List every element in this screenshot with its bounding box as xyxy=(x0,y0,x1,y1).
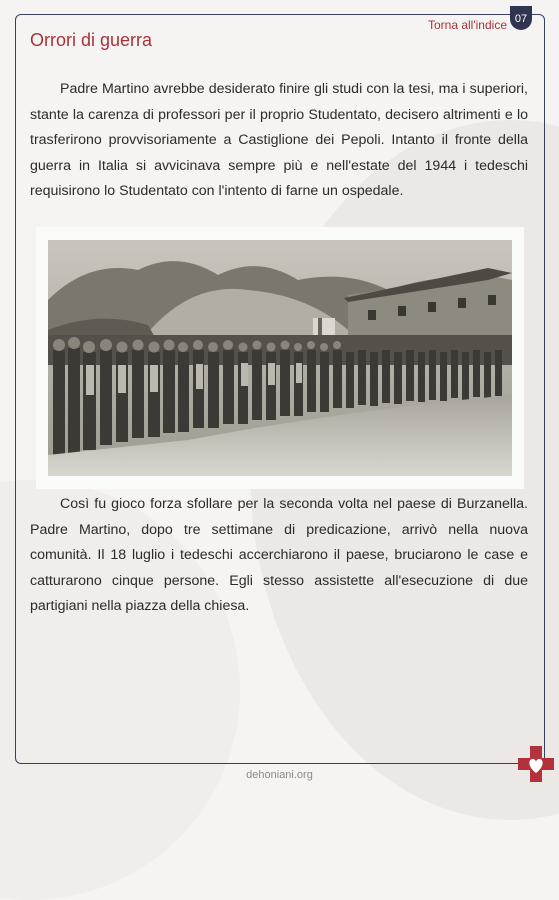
footer-site[interactable]: dehoniani.org xyxy=(246,769,313,781)
section-title: Orrori di guerra xyxy=(30,30,153,50)
back-to-index-link[interactable]: Torna all'indice xyxy=(427,18,507,32)
historical-photo xyxy=(36,227,524,489)
dehoniani-logo-icon xyxy=(516,744,556,784)
paragraph-2: Così fu gioco forza sfollare per la seconda volta nel paese di Burzanella. Padre Martino, dopo tre settimane di predicazione, arrivò nella nuova comunità. Il 18 luglio i tedeschi accerchiarono il paese, bruciarono le case e catturarono cinque persone. Egli stesso assistette all'esecuzione di due partigiani nella piazza della chiesa. xyxy=(30,496,528,615)
paragraph-1: Padre Martino avrebbe desiderato finire gli studi con la tesi, ma i superiori, stante la carenza di professori per il proprio Studentato, decisero altrimenti e lo trasferirono provvisoriamente a Castiglione dei Pepoli. Intanto il fronte della guerra in Italia si avvicinava sempre più e nell'estate del 1944 i tedeschi requisirono lo Studentato con l'intento di farne un ospedale. xyxy=(30,81,528,200)
photo-soldiers-lineup xyxy=(48,240,512,476)
page-number-badge: 07 xyxy=(510,6,532,30)
